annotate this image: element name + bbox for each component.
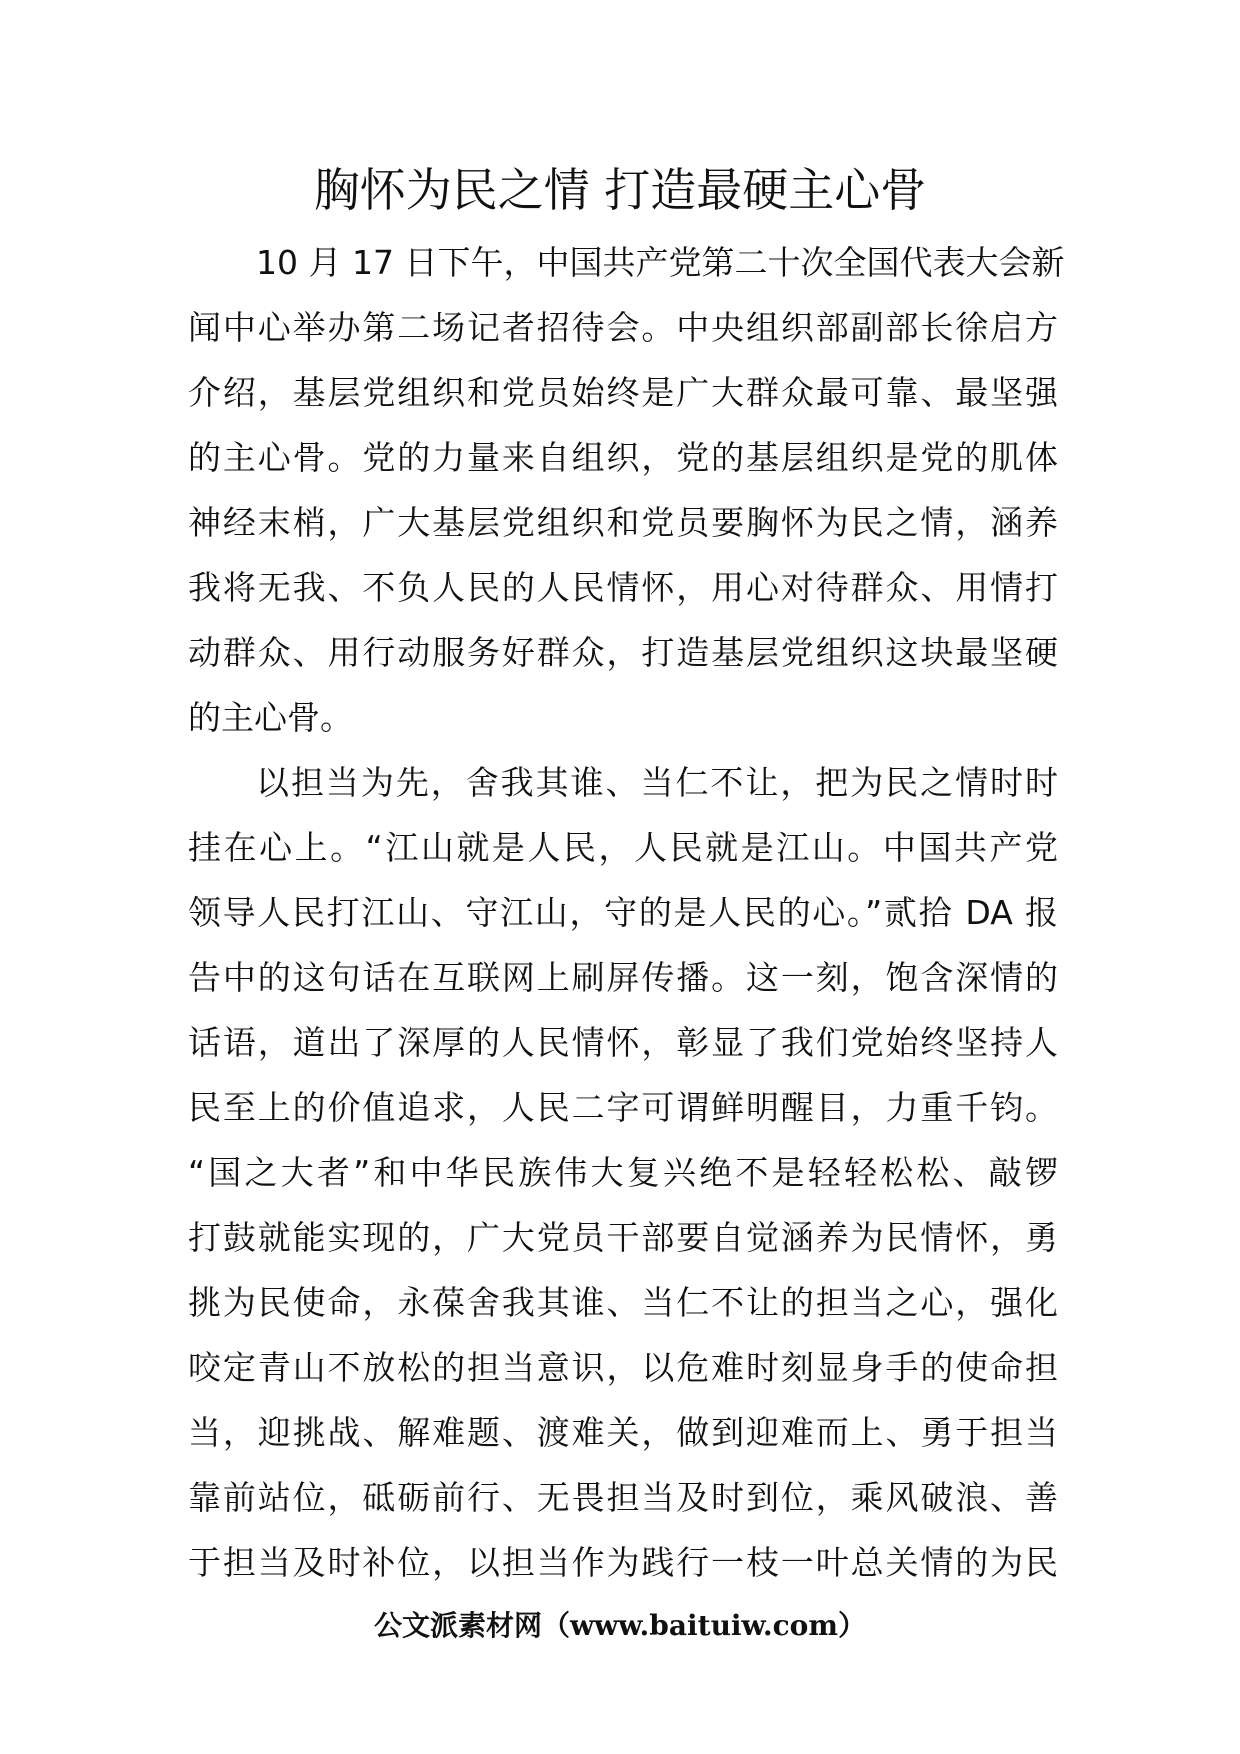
paragraph-2 (188, 750, 1058, 1595)
text-line: 领导人民打江山、守江山，守的是人民的心。”贰拾 DA 报 (188, 893, 1058, 932)
text-line: 打鼓就能实现的，广大党员干部要自觉涵养为民情怀，勇 (188, 1218, 1058, 1257)
paragraph-1 (188, 230, 1065, 750)
text-line: 动群众、用行动服务好群众，打造基层党组织这块最坚硬 (188, 633, 1058, 672)
text-line: 神经末梢，广大基层党组织和党员要胸怀为民之情，涵养 (188, 503, 1058, 542)
text-line: 民至上的价值追求，人民二字可谓鲜明醒目，力重千钧。 (188, 1088, 1058, 1127)
text-line: 话语，道出了深厚的人民情怀，彰显了我们党始终坚持人 (188, 1023, 1058, 1062)
text-line: “国之大者”和中华民族伟大复兴绝不是轻轻松松、敲锣 (188, 1153, 1058, 1192)
text-line: 靠前站位，砥砺前行、无畏担当及时到位，乘风破浪、善 (188, 1478, 1058, 1517)
text-line: 咬定青山不放松的担当意识，以危难时刻显身手的使命担 (188, 1348, 1058, 1387)
text-line: 告中的这句话在互联网上刷屏传播。这一刻，饱含深情的 (188, 958, 1058, 997)
text-line: 我将无我、不负人民的人民情怀，用心对待群众、用情打 (188, 568, 1058, 607)
document-body (188, 230, 1065, 1595)
text-line: 的主心骨。党的力量来自组织，党的基层组织是党的肌体 (188, 438, 1058, 477)
text-line: 挂在心上。“江山就是人民，人民就是江山。中国共产党 (188, 828, 1058, 867)
text-line: 的主心骨。 (188, 698, 353, 737)
text-line: 介绍，基层党组织和党员始终是广大群众最可靠、最坚强 (188, 373, 1058, 412)
text-line: 挑为民使命，永葆舍我其谁、当仁不让的担当之心，强化 (188, 1283, 1058, 1322)
text-line: 当，迎挑战、解难题、渡难关，做到迎难而上、勇于担当 (188, 1413, 1058, 1452)
text-line: 以担当为先，舍我其谁、当仁不让，把为民之情时时 (256, 763, 1058, 802)
text-line: 闻中心举办第二场记者招待会。中央组织部副部长徐启方 (188, 308, 1058, 347)
page-footer: 公文派素材网（www.baituiw.com） (374, 1609, 866, 1642)
document-title: 胸怀为民之情 打造最硬主心骨 (313, 163, 927, 217)
text-line: 10 月 17 日下午，中国共产党第二十次全国代表大会新 (256, 243, 1065, 282)
text-line: 于担当及时补位，以担当作为践行一枝一叶总关情的为民 (188, 1543, 1058, 1582)
